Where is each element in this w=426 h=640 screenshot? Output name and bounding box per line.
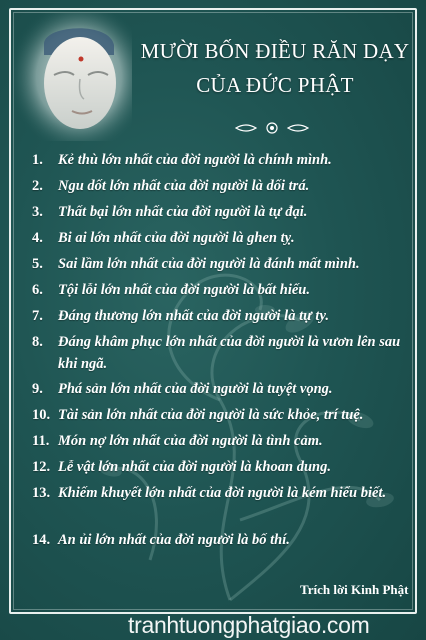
list-item <box>32 378 402 404</box>
item-text: Lễ vật lớn nhất của đời người là khoan dung. <box>58 459 331 475</box>
list-item <box>32 482 402 529</box>
item-text: Tài sản lớn nhất của đời người là sức khỏe, trí tuệ. <box>58 407 364 423</box>
item-text: Phá sản lớn nhất của đời người là tuyệt vọng. <box>58 381 333 397</box>
item-number: 12. <box>32 459 51 475</box>
item-text: Món nợ lớn nhất của đời người là tình cảm. <box>58 433 323 449</box>
item-text: Sai lầm lớn nhất của đời người là đánh mất mình. <box>58 256 360 272</box>
list-item <box>32 149 402 175</box>
list-item <box>32 456 402 482</box>
title-line-1: MƯỜI BỐN ĐIỀU RĂN DẠY <box>140 39 410 63</box>
item-text: Đáng khâm phục lớn nhất của đời người là vươn lên sau khi ngã. <box>58 334 401 372</box>
item-number: 14. <box>32 532 51 548</box>
item-number: 4. <box>32 230 43 246</box>
item-number: 2. <box>32 178 43 194</box>
item-text: Khiếm khuyết lớn nhất của đời người là kém hiểu biết. <box>58 485 387 501</box>
item-number: 9. <box>32 381 43 397</box>
buddha-face-image <box>14 13 132 141</box>
list-item <box>32 430 402 456</box>
title-line-2: CỦA ĐỨC PHẬT <box>196 73 354 97</box>
page-title <box>140 34 410 102</box>
list-item <box>32 331 402 378</box>
list-item <box>32 253 402 279</box>
item-number: 1. <box>32 152 43 168</box>
item-number: 10. <box>32 407 51 423</box>
item-number: 7. <box>32 308 43 324</box>
item-text: Thất bại lớn nhất của đời người là tự đại. <box>58 204 308 220</box>
list-item <box>32 201 402 227</box>
list-item <box>32 529 402 555</box>
item-number: 3. <box>32 204 43 220</box>
item-text: An ủi lớn nhất của đời người là bố thí. <box>58 532 290 548</box>
item-number: 8. <box>32 334 43 350</box>
item-number: 11. <box>32 433 50 449</box>
list-item <box>32 305 402 331</box>
item-text: Tội lỗi lớn nhất của đời người là bất hiếu. <box>58 282 310 298</box>
watermark: tranhtuongphatgiao.com <box>128 612 370 638</box>
item-number: 5. <box>32 256 43 272</box>
list-item <box>32 279 402 305</box>
item-text: Kẻ thù lớn nhất của đời người là chính mình. <box>58 152 332 168</box>
item-text: Đáng thương lớn nhất của đời người là tự ty. <box>58 308 329 324</box>
teachings-list <box>32 149 402 555</box>
item-text: Ngu dốt lớn nhất của đời người là dối trá. <box>58 178 310 194</box>
lotus-ornament-icon <box>232 120 312 136</box>
list-item <box>32 175 402 201</box>
source-citation: Trích lời Kinh Phật <box>300 582 409 597</box>
item-text: Bi ai lớn nhất của đời người là ghen tỵ. <box>58 230 295 246</box>
list-item <box>32 404 402 430</box>
item-number: 6. <box>32 282 43 298</box>
list-item <box>32 227 402 253</box>
item-number: 13. <box>32 485 51 501</box>
